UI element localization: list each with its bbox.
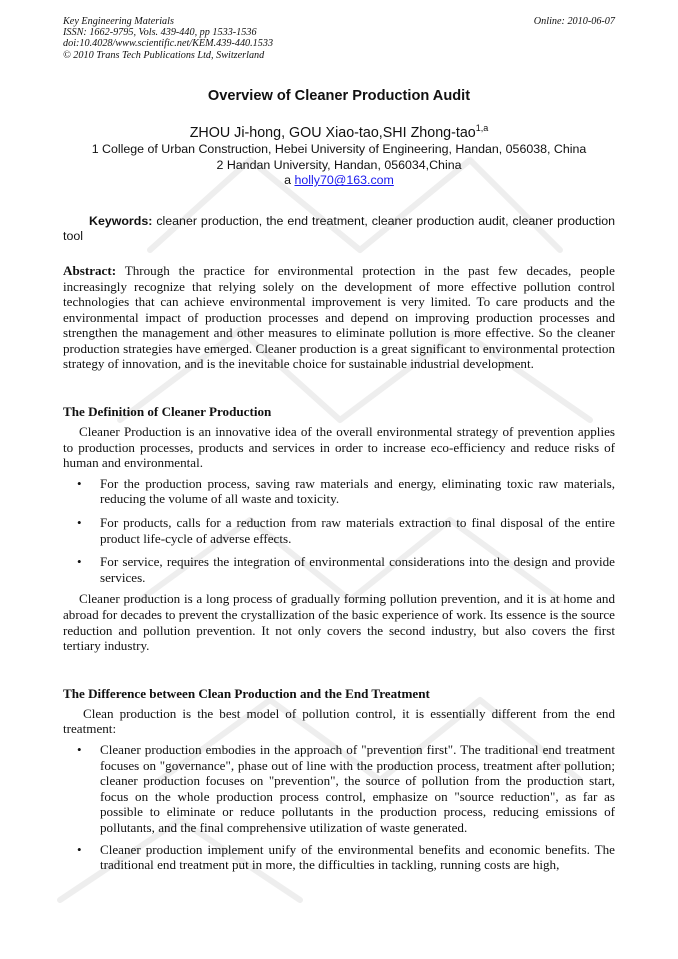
- abstract-label: Abstract:: [63, 262, 117, 278]
- bullet-icon: •: [77, 475, 82, 491]
- section-heading-definition: The Definition of Cleaner Production: [63, 404, 272, 420]
- list-item: [63, 515, 615, 546]
- section-definition-closing: Cleaner production is a long process of gradually forming pollution prevention, and it is at home and abroad for decades to prevent the crystallization of the basic experience of work. Its essence is the source reduction and pollution prevention. It not only covers the second industry, but also covers the first tertiary industry.: [63, 591, 615, 654]
- paper-title: Overview of Cleaner Production Audit: [207, 87, 471, 104]
- online-date: Online: 2010-06-07: [533, 16, 615, 27]
- definition-bullet-list: [63, 476, 615, 586]
- list-item-text: Cleaner production implement unify of the environmental benefits and economic benefits. The traditional end treatment put in more, the difficulties in tackling, running costs are high,: [100, 841, 615, 873]
- bullet-icon: •: [77, 841, 82, 857]
- bullet-icon: •: [77, 515, 82, 531]
- affiliation-1: 1 College of Urban Construction, Hebei University of Engineering, Handan, 056038, China: [91, 141, 587, 156]
- section-definition-intro: Cleaner Production is an innovative idea of the overall environmental strategy of prevention applies to production processes, products and services in order to increase eco-efficiency and reduce risks of human and environmental.: [63, 424, 615, 471]
- email-link[interactable]: holly70@163.com: [294, 173, 394, 188]
- affiliation-2: 2 Handan University, Handan, 056034,China: [216, 157, 462, 172]
- doi-line: doi:10.4028/www.scientific.net/KEM.439-440.1533: [63, 38, 274, 50]
- abstract: [63, 263, 615, 372]
- author-superscript: 1,a: [475, 122, 489, 133]
- list-item: [63, 842, 615, 873]
- issn-line: ISSN: 1662-9795, Vols. 439-440, pp 1533-1536: [63, 27, 257, 39]
- section-difference-intro: Clean production is the best model of pollution control, it is essentially different from the end treatment:: [63, 705, 615, 737]
- section-heading-difference: The Difference between Clean Production and the End Treatment: [63, 685, 430, 701]
- list-item-text: Cleaner production embodies in the approach of "prevention first". The traditional end treatment focuses on "governance", phase out of line with the production process, treatment after pollution; cleaner production focuses on "prevention", the source of pollution from the production start, focus on the whole production process control, emphasize on "source reduction", as far as possible to eliminate or reduce pollutants in the production process, reducing emissions of pollutants, and the final comprehensive utilization of waste generated.: [100, 741, 615, 835]
- keywords-label: Keywords:: [89, 213, 153, 228]
- keywords: [63, 214, 615, 244]
- list-item-text: For service, requires the integration of environmental considerations into the design and provide services.: [100, 554, 615, 585]
- difference-bullet-list: [63, 742, 615, 873]
- email-prefix: a: [284, 173, 292, 188]
- list-item-text: For the production process, saving raw materials and energy, eliminating toxic raw materials, reducing the volume of all waste and toxicity.: [100, 475, 615, 507]
- abstract-text: Through the practice for environmental protection in the past few decades, people increasingly recognize that relying solely on the development of more effective pollution control technologies that can achieve environmental improvement is very limited. To care products and the environmental impact of production processes and depend on improving production processes and strengthen the management and other measures to eliminate pollution is more effective. So the cleaner production strategies have emerged. Cleaner production is a great significant to environmental protection strategy of innovation, and is the inevitable choice for sustainable industrial development.: [63, 262, 615, 372]
- list-item: [63, 742, 615, 836]
- paper-page: [63, 16, 615, 879]
- author-list: [63, 122, 615, 142]
- copyright-line: © 2010 Trans Tech Publications Ltd, Switzerland: [63, 49, 265, 61]
- email-line: [63, 173, 615, 189]
- journal-header: [63, 16, 615, 61]
- bullet-icon: •: [77, 554, 82, 570]
- list-item-text: For products, calls for a reduction from raw materials extraction to final disposal of the entire product life-cycle of adverse effects.: [100, 515, 615, 546]
- journal-name: Key Engineering Materials: [63, 16, 174, 27]
- bullet-icon: •: [77, 741, 82, 757]
- list-item: [63, 554, 615, 585]
- list-item: [63, 476, 615, 507]
- keywords-text: cleaner production, the end treatment, cleaner production audit, cleaner production tool: [63, 213, 615, 243]
- author-names: ZHOU Ji-hong, GOU Xiao-tao,SHI Zhong-tao: [189, 124, 476, 141]
